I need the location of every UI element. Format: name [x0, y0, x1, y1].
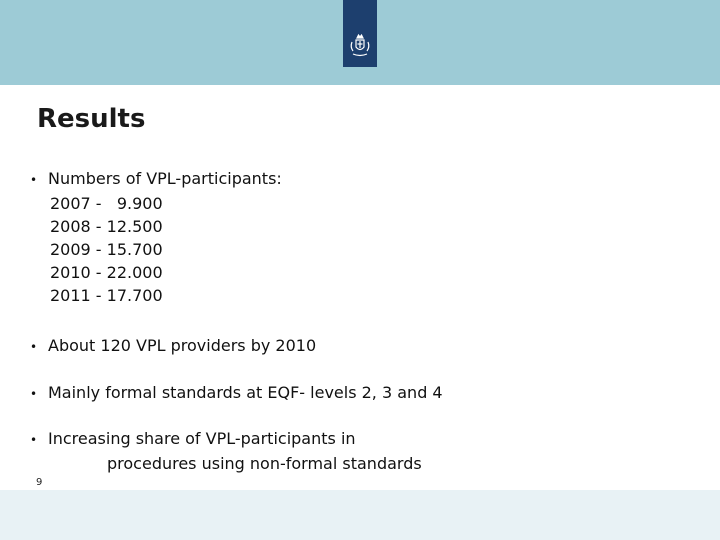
bullet-marker: •: [30, 173, 38, 187]
bullet-providers: [30, 334, 316, 359]
bullet-participants: [30, 167, 282, 307]
participants-row: 2010 - 22.000: [50, 263, 163, 282]
header-band: [0, 0, 720, 85]
share-line-1: Increasing share of VPL-participants in: [48, 429, 356, 448]
bullet-standards: [30, 381, 443, 406]
participants-heading: Numbers of VPL-participants:: [48, 169, 282, 188]
participants-row: 2007 - 9.900: [50, 194, 163, 213]
providers-text: About 120 VPL providers by 2010: [48, 336, 317, 355]
footer-band: [0, 490, 720, 540]
bullet-marker: •: [30, 433, 38, 447]
slide-title: Results: [37, 104, 146, 134]
government-logo: [343, 0, 377, 67]
participants-row: 2011 - 17.700: [50, 286, 163, 305]
coat-of-arms-icon: [349, 33, 371, 59]
bullet-marker: •: [30, 387, 38, 401]
page-number: 9: [36, 477, 43, 488]
standards-text: Mainly formal standards at EQF- levels 2, 3 and 4: [48, 383, 443, 402]
participants-row: 2008 - 12.500: [50, 217, 163, 236]
share-line-2: procedures using non-formal standards: [107, 454, 422, 473]
bullet-marker: •: [30, 340, 38, 354]
participants-row: 2009 - 15.700: [50, 240, 163, 259]
bullet-share: [30, 427, 422, 475]
